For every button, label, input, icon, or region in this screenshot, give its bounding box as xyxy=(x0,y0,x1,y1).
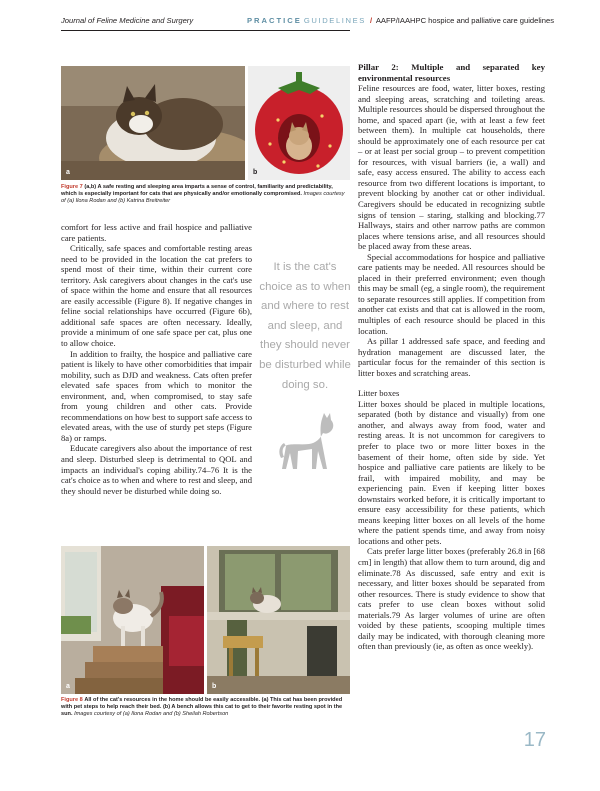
header-rule xyxy=(61,30,350,31)
journal-name: Journal of Feline Medicine and Surgery xyxy=(61,16,194,25)
figure8b-photo xyxy=(207,546,350,694)
practice-label: PRACTICE xyxy=(246,16,302,25)
left-paragraph-3: In addition to frailty, the hospice and palliative care patient is likely to have other comorbidities that impair mobility, such as DJD and weakness. Cats often prefer elevated safe spaces from which to monitor the environment, and, when compromised, to stay safe from young children and other cats. Provide recommendations on how best to support safe access to elevated areas, with the use of sturdy pet steps (Figure 8a) or ramps. xyxy=(61,348,252,443)
figure8a-tag: a xyxy=(66,683,70,690)
running-header xyxy=(61,14,554,28)
figure7a-tag: a xyxy=(66,169,70,176)
right-column xyxy=(358,62,545,652)
right-paragraph-4: Litter boxes should be placed in multiple locations, separated (both by distance and visually) from one another, and always away from food, water and resting areas. It is not uncommon for caregivers to prefer to place two or more litter boxes in the basement of their home, often side by side. Yet hospice and palliative care patients are likely to be frail, with impaired mobility, and may be experiencing pain. Even if keeping litter boxes downstairs worked before, it is critically important to ensure easy accessibility for these patients, which means keeping litter boxes on all levels of the home where the patient spends time, and away from noisy locations and other pets. xyxy=(358,398,545,546)
right-paragraph-1: Feline resources are food, water, litter boxes, resting and sleeping areas, scratching and toileting areas. Multiple resources should be dispersed throughout the home, and spaced apart (ie, with at least a few feet between them). In multiple cat households, there should be approximately one of each resource per cat – or at least per social group – to prevent competition for resources, with visual barriers (ie, a wall) and safe, easy access ensured. The ability to access each resource from two different locations is important, to prevent blocking by another cat or other individual. Caregivers should be educated in recognizing subtle signs of tension – staring, stalking and blocking.77 Hallways, stairs and other narrow paths are common places where tensions arise, and all resources should be placed away from these areas. xyxy=(358,83,545,252)
figure7-credit: Images courtesy of (a) Ilona Rodan and (b) Katrina Breitreiter xyxy=(61,191,345,204)
right-paragraph-3: As pillar 1 addressed safe space, and feeding and hydration management are discussed later, the particular focus for the remainder of this section is litter boxes and scratching areas. xyxy=(358,336,545,378)
right-paragraph-5: Cats prefer large litter boxes (preferably 26.8 in [68 cm] in length) that allow them to turn around, dig and eliminate.78 As discussed, safe entry and exit is necessary, and litter boxes should be separated from other resources. There is study evidence to show that cats prefer to use clean boxes without solid materials.79 As larger volumes of urine are often voided by these patients, scooping multiple times daily may be indicated, with thorough cleaning more often than previously (ie, as often as once weekly). xyxy=(358,546,545,652)
figure7-text: (a,b) A safe resting and sleeping area imparts a sense of control, familiarity and predictability, which is especially important for cats that are physically and/or emotionally compromised. xyxy=(61,184,333,197)
figure8b-tag: b xyxy=(212,683,217,690)
right-paragraph-2: Special accommodations for hospice and palliative care patients may be needed. All resources should be placed in their preferred environment; even though this may be small (eg, a single room), the requirement to separate resources still applies. If competition from another cat exists and that cat is allowed in the room, multiples of each resource should be placed in this location. xyxy=(358,251,545,336)
figure7b-photo xyxy=(248,66,350,180)
figure8a-photo xyxy=(61,546,204,694)
figure7a-photo xyxy=(61,66,245,180)
guidelines-label: GUIDELINES xyxy=(303,16,366,25)
left-paragraph-1: comfort for less active and frail hospice and palliative care patients. xyxy=(61,222,252,243)
left-paragraph-2: Critically, safe spaces and comfortable resting areas need to be provided in the location the cat prefers to spend most of their time, within their current core territory. Ask caregivers about changes in the cat's use of space within the home and ensure that all resources are easily accessible (Figure 8). If negative changes in feline social relationships have occurred (Figure 6b), additional safe spaces are often necessary. Ideally, provide a minimum of one safe space per cat, plus one to allow choice. xyxy=(61,243,252,349)
section-label xyxy=(247,16,554,25)
figure7-caption xyxy=(61,184,350,205)
figure7b-tag: b xyxy=(253,169,258,176)
left-column xyxy=(61,222,252,496)
page-number: 17 xyxy=(523,729,546,751)
series-title: AAFP/IAAHPC hospice and palliative care guidelines xyxy=(375,16,554,25)
figure8-credit: Images courtesy of (a) Ilona Rodan and (b) Sheilah Robertson xyxy=(74,711,229,717)
figure8-caption xyxy=(61,697,350,718)
figure8-text: All of the cat's resources in the home should be easily accessible. (a) This cat has been provided with pet steps to help reach their bed. (b) A bench allows this cat to get to their favorite resting spot in the sun. xyxy=(61,697,343,717)
pillar-2-heading: Pillar 2: Multiple and separated key environmental resources xyxy=(358,62,545,83)
pull-quote: It is the cat's choice as to when and where to rest and sleep, and they should never be disturbed while doing so. xyxy=(259,261,351,391)
litter-boxes-heading: Litter boxes xyxy=(358,388,400,399)
figure7-label: Figure 7 xyxy=(61,184,83,190)
left-paragraph-4: Educate caregivers also about the importance of rest and sleep. Disturbed sleep is detrimental to QOL and impacts an individual's coping ability.74–76 It is the cat's choice as to when and where to rest and sleep, and they should never be disturbed while doing so. xyxy=(61,443,252,496)
header-slash: / xyxy=(370,16,373,25)
cat-silhouette-icon xyxy=(276,413,338,473)
figure8-label: Figure 8 xyxy=(61,697,83,703)
